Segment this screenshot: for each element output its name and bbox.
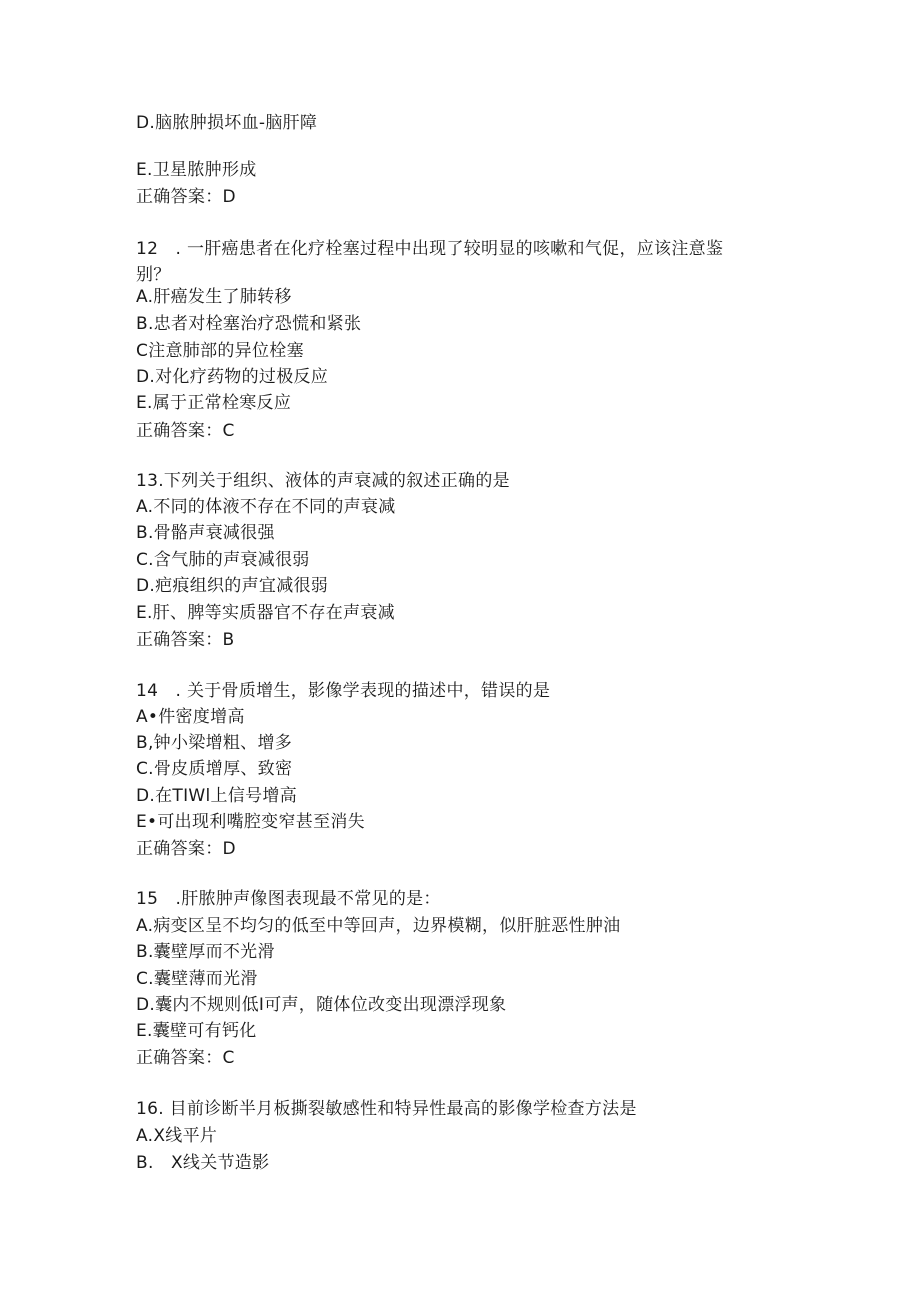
- answer-q14: 正确答案：D: [136, 839, 236, 859]
- question-12-cont: 别？: [136, 265, 171, 285]
- answer-q11: 正确答案：D: [136, 187, 236, 207]
- option-c-q12: C注意肺部的异位栓塞: [136, 341, 304, 361]
- question-14: 14 . 关于骨质增生，影像学表现的描述中，错误的是: [136, 681, 551, 701]
- option-b-q16: B. X线关节造影: [136, 1153, 270, 1173]
- question-13: 13.下列关于组织、液体的声衰减的叙述正确的是: [136, 471, 510, 491]
- question-12: 12 . 一肝癌患者在化疗栓塞过程中出现了较明显的咳嗽和气促，应该注意鉴: [136, 239, 724, 259]
- option-d-q13: D.疤痕组织的声宜减很弱: [136, 576, 329, 596]
- question-15: 15 .肝脓肿声像图表现最不常见的是：: [136, 889, 441, 909]
- answer-q12: 正确答案：C: [136, 421, 235, 441]
- option-b-q15: B.囊壁厚而不光滑: [136, 942, 275, 962]
- option-e-q14: E•可出现利嘴腔变窄甚至消失: [136, 812, 365, 832]
- option-d-q11: D.脑脓肿损坏血-脑肝障: [136, 113, 318, 133]
- option-a-q15: A.病变区呈不均匀的低至中等回声，边界模糊，似肝脏恶性肿油: [136, 916, 621, 936]
- option-e-q15: E.囊壁可有钙化: [136, 1021, 257, 1041]
- option-d-q15: D.囊内不规则低I可声，随体位改变出现漂浮现象: [136, 995, 507, 1015]
- option-c-q13: C.含气肺的声衰减很弱: [136, 550, 310, 570]
- option-a-q13: A.不同的体液不存在不同的声衰减: [136, 497, 396, 517]
- option-a-q12: A.肝癌发生了肺转移: [136, 287, 292, 307]
- answer-q13: 正确答案：B: [136, 630, 235, 650]
- question-16: 16. 目前诊断半月板撕裂敏感性和特异性最高的影像学检查方法是: [136, 1099, 637, 1119]
- option-c-q14: C.骨皮质增厚、致密: [136, 759, 293, 779]
- option-b-q13: B.骨骼声衰减很强: [136, 523, 275, 543]
- option-b-q14: B,钟小梁增粗、增多: [136, 733, 293, 753]
- option-a-q16: A.X线平片: [136, 1126, 218, 1146]
- option-e-q12: E.属于正常栓寒反应: [136, 393, 292, 413]
- option-e-q11: E.卫星脓肿形成: [136, 160, 257, 180]
- option-d-q14: D.在TIWl上信号增高: [136, 786, 298, 806]
- option-a-q14: A•件密度增高: [136, 707, 245, 727]
- option-e-q13: E.肝、脾等实质器官不存在声衰减: [136, 603, 395, 623]
- option-c-q15: C.囊壁薄而光滑: [136, 969, 258, 989]
- answer-q15: 正确答案：C: [136, 1048, 235, 1068]
- option-d-q12: D.对化疗药物的过极反应: [136, 367, 329, 387]
- option-b-q12: B.忠者对栓塞治疗恐慌和紧张: [136, 314, 362, 334]
